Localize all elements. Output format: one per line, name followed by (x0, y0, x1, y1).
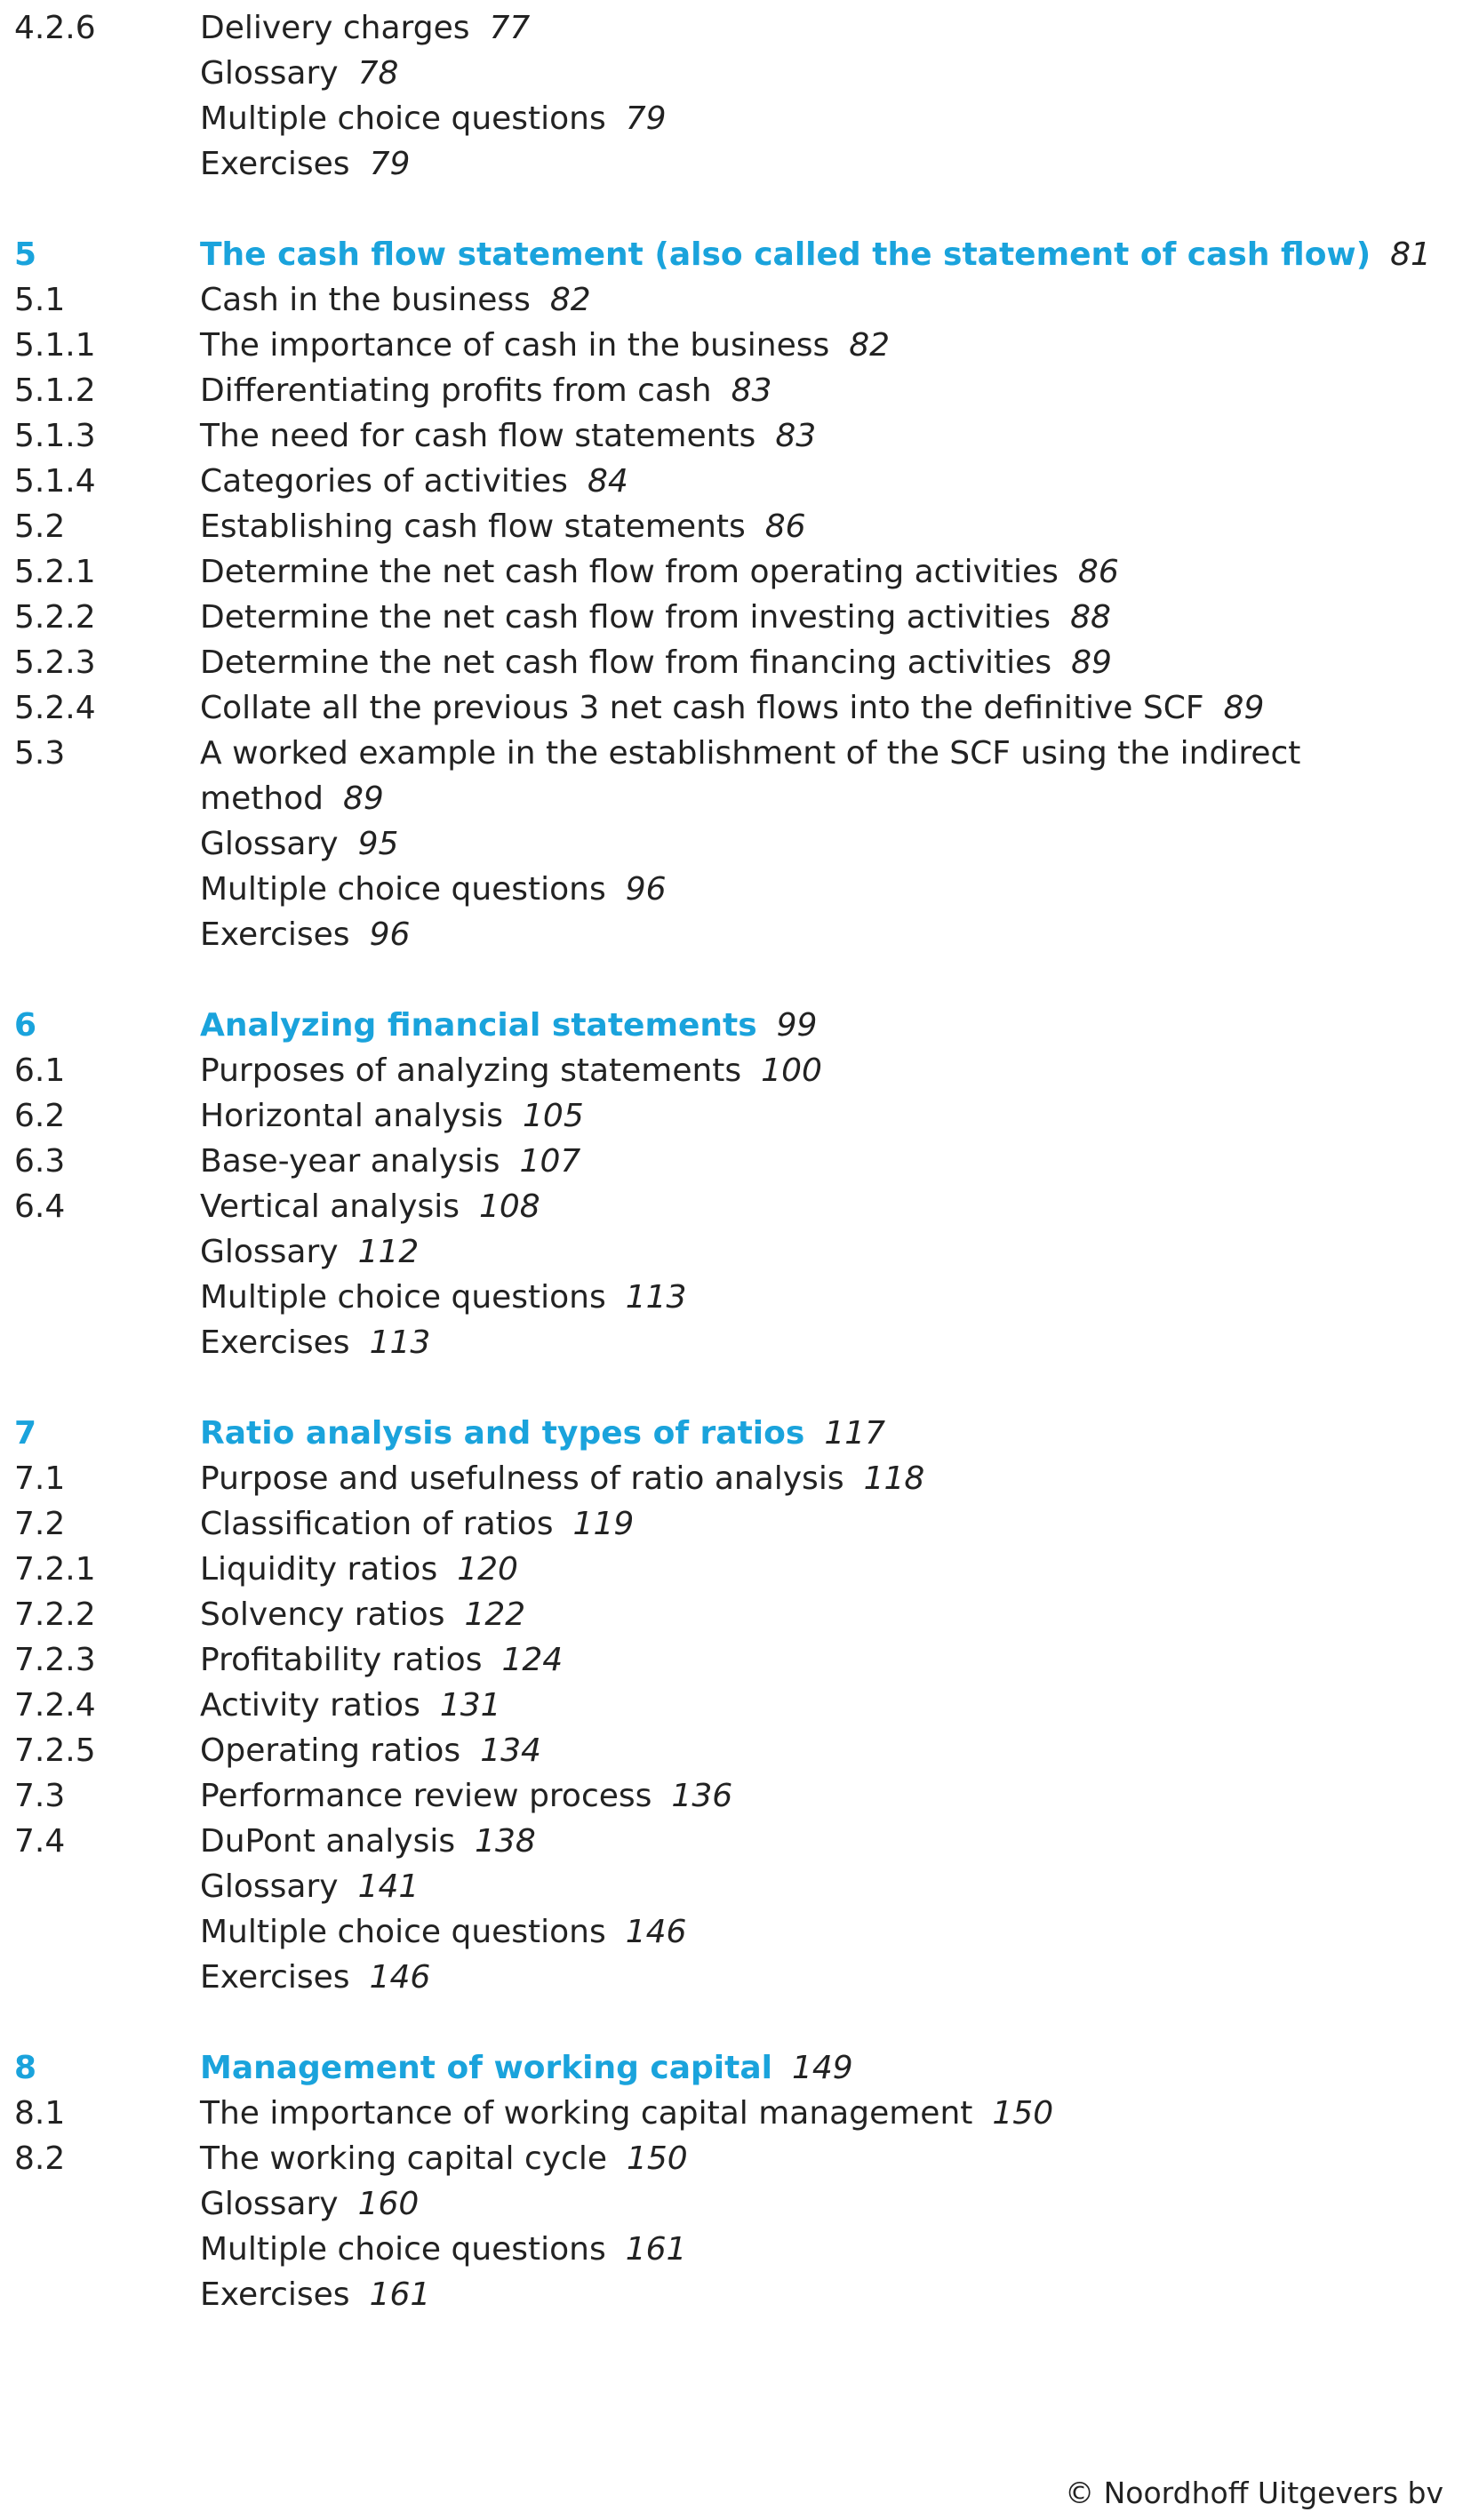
section-title: Categories of activities (200, 463, 568, 500)
toc-entry (200, 731, 1300, 776)
toc-entry-row[interactable] (0, 1275, 1463, 1320)
section-number: 8.1 (14, 2095, 66, 2132)
toc-entry-row[interactable] (0, 776, 1463, 821)
section-number: 5.1.4 (14, 463, 96, 500)
toc-entry-row[interactable] (0, 1547, 1463, 1592)
page-number: 141 (357, 1868, 420, 1905)
page-number: 108 (478, 1188, 540, 1225)
page-number: 105 (523, 1098, 584, 1134)
toc-entry-row[interactable] (0, 2272, 1463, 2317)
section-title: Liquidity ratios (200, 1551, 438, 1588)
toc-entry (200, 1592, 525, 1637)
section-title: Exercises (200, 916, 350, 953)
toc-entry (200, 1320, 430, 1365)
page-number: 149 (792, 2050, 853, 2086)
section-title: Exercises (200, 1324, 350, 1361)
toc-entry-row[interactable] (0, 1456, 1463, 1501)
toc-entry (200, 1547, 518, 1592)
section-number: 7.2.3 (14, 1642, 96, 1678)
toc-entry-row[interactable] (0, 685, 1463, 731)
section-title: Collate all the previous 3 net cash flows into the definitive SCF (200, 690, 1204, 726)
section-number: 7.2.5 (14, 1732, 96, 1769)
page-number: 161 (625, 2231, 687, 2268)
page-number: 150 (627, 2140, 688, 2177)
toc-entry-row[interactable] (0, 1955, 1463, 2000)
section-number: 5.2.1 (14, 554, 96, 590)
toc-entry (200, 368, 771, 413)
toc-entry-row[interactable] (0, 51, 1463, 96)
toc-chapter-row[interactable] (0, 1411, 1463, 1456)
section-number: 7.2.1 (14, 1551, 96, 1588)
section-title: Multiple choice questions (200, 871, 606, 908)
toc-entry-row[interactable] (0, 1184, 1463, 1229)
section-title: Classification of ratios (200, 1506, 554, 1542)
toc-entry-row[interactable] (0, 277, 1463, 323)
section-number: 7.2.2 (14, 1596, 96, 1633)
toc-entry-row[interactable] (0, 640, 1463, 685)
page-number: 131 (439, 1687, 501, 1724)
section-title: Exercises (200, 2276, 350, 2313)
section-title: Establishing cash flow statements (200, 508, 746, 545)
toc-entry (200, 1411, 885, 1456)
toc-entry (200, 277, 591, 323)
section-title: Performance review process (200, 1778, 652, 1814)
section-title: Glossary (200, 826, 339, 862)
toc-entry (200, 1501, 634, 1547)
toc-entry-row[interactable] (0, 1728, 1463, 1773)
page-number: 88 (1070, 599, 1111, 636)
copyright-notice: © Noordhoff Uitgevers bv (1065, 2476, 1443, 2510)
toc-entry (200, 232, 1431, 277)
section-title: Vertical analysis (200, 1188, 460, 1225)
section-number: 5.3 (14, 735, 66, 772)
toc-entry-row[interactable] (0, 96, 1463, 141)
section-title: Glossary (200, 55, 339, 92)
section-title: Glossary (200, 2186, 339, 2222)
section-title: Glossary (200, 1868, 339, 1905)
toc-entry (200, 1683, 501, 1728)
toc-entry (200, 1909, 686, 1955)
section-title: Purpose and usefulness of ratio analysis (200, 1460, 844, 1497)
section-number: 4.2.6 (14, 10, 96, 46)
section-number: 7.2.4 (14, 1687, 96, 1724)
page-number: 117 (824, 1415, 886, 1452)
toc-entry-row[interactable] (0, 1637, 1463, 1683)
section-title: Multiple choice questions (200, 1914, 606, 1950)
chapter-number: 7 (14, 1415, 37, 1452)
toc-entry (200, 685, 1264, 731)
section-number: 6.4 (14, 1188, 66, 1225)
page-number: 134 (480, 1732, 541, 1769)
toc-entry-row[interactable] (0, 1501, 1463, 1547)
toc-entry (200, 504, 806, 549)
toc-entry-row[interactable] (0, 1093, 1463, 1139)
toc-entry-row[interactable] (0, 141, 1463, 187)
section-number: 7.2 (14, 1506, 66, 1542)
section-number: 7.3 (14, 1778, 66, 1814)
toc-chapter-row[interactable] (0, 1003, 1463, 1048)
section-title: Differentiating profits from cash (200, 372, 712, 409)
page-number: 119 (572, 1506, 635, 1542)
toc-entry (200, 549, 1119, 595)
toc-chapter-row[interactable] (0, 2045, 1463, 2091)
chapter-title: Ratio analysis and types of ratios (200, 1415, 805, 1452)
page-number: 84 (587, 463, 628, 500)
page-number: 99 (776, 1007, 818, 1044)
toc-entry (200, 2091, 1053, 2136)
toc-entry (200, 51, 398, 96)
section-title: method (200, 780, 324, 817)
toc-entry (200, 1229, 419, 1275)
page-number: 79 (369, 146, 411, 182)
section-title: Cash in the business (200, 282, 531, 318)
chapter-title: The cash flow statement (also called the statement of cash flow) (200, 236, 1371, 273)
section-title: Multiple choice questions (200, 1279, 606, 1316)
toc-entry (200, 1093, 584, 1139)
page-number: 112 (357, 1234, 420, 1270)
toc-entry (200, 1139, 580, 1184)
page-number: 118 (863, 1460, 925, 1497)
toc-entry (200, 1048, 822, 1093)
toc-entry-row[interactable] (0, 549, 1463, 595)
toc-entry (200, 1003, 817, 1048)
page-number: 150 (992, 2095, 1054, 2132)
chapter-number: 6 (14, 1007, 37, 1044)
toc-entry-row[interactable] (0, 2181, 1463, 2227)
page-number: 107 (519, 1143, 581, 1180)
section-number: 7.4 (14, 1823, 66, 1860)
toc-entry (200, 595, 1111, 640)
page-number: 96 (369, 916, 411, 953)
section-number: 5.1 (14, 282, 66, 318)
toc-entry-row[interactable] (0, 504, 1463, 549)
toc-entry-row[interactable] (0, 912, 1463, 957)
toc-entry (200, 1773, 732, 1819)
toc-entry (200, 2045, 853, 2091)
section-title: Determine the net cash flow from investing activities (200, 599, 1051, 636)
page-number: 113 (625, 1279, 687, 1316)
toc-entry-row[interactable] (0, 5, 1463, 51)
section-title: Operating ratios (200, 1732, 461, 1769)
toc-entry-row[interactable] (0, 1048, 1463, 1093)
page-number: 78 (357, 55, 399, 92)
toc-entry (200, 1728, 541, 1773)
toc-entry-row[interactable] (0, 2136, 1463, 2181)
page-number: 138 (475, 1823, 536, 1860)
toc-entry-row[interactable] (0, 1320, 1463, 1365)
toc-entry-row[interactable] (0, 459, 1463, 504)
toc-entry-row[interactable] (0, 867, 1463, 912)
toc-entry (200, 1637, 563, 1683)
toc-entry-row[interactable] (0, 1139, 1463, 1184)
toc-entry-row[interactable] (0, 1683, 1463, 1728)
chapter-title: Management of working capital (200, 2050, 772, 2086)
section-number: 6.2 (14, 1098, 66, 1134)
section-title: Multiple choice questions (200, 100, 606, 137)
toc-entry (200, 2272, 430, 2317)
page-number: 100 (761, 1052, 822, 1089)
section-number: 5.1.3 (14, 418, 96, 454)
page-number: 161 (369, 2276, 431, 2313)
toc-entry (200, 821, 398, 867)
section-number: 5.1.2 (14, 372, 96, 409)
page-number: 122 (464, 1596, 526, 1633)
toc-chapter-row[interactable] (0, 232, 1463, 277)
page-number: 113 (369, 1324, 431, 1361)
section-number: 5.1.1 (14, 327, 96, 364)
toc-entry (200, 1275, 686, 1320)
toc-entry (200, 776, 384, 821)
section-title: Exercises (200, 1959, 350, 1996)
page-number: 82 (849, 327, 891, 364)
section-title: Glossary (200, 1234, 339, 1270)
toc-entry (200, 2227, 686, 2272)
chapter-title: Analyzing financial statements (200, 1007, 757, 1044)
toc-entry (200, 912, 410, 957)
toc-entry-row[interactable] (0, 1773, 1463, 1819)
toc-entry-row[interactable] (0, 413, 1463, 459)
toc-entry (200, 413, 816, 459)
section-title: Purposes of analyzing statements (200, 1052, 742, 1089)
section-number: 5.2 (14, 508, 66, 545)
toc-entry-row[interactable] (0, 731, 1463, 776)
toc-entry (200, 640, 1112, 685)
page-number: 89 (1071, 644, 1112, 681)
page-number: 82 (549, 282, 591, 318)
page-number: 81 (1390, 236, 1431, 273)
section-title: The importance of cash in the business (200, 327, 830, 364)
section-number: 5.2.2 (14, 599, 96, 636)
section-number: 6.1 (14, 1052, 66, 1089)
section-number: 7.1 (14, 1460, 66, 1497)
toc-entry (200, 5, 530, 51)
section-title: A worked example in the establishment of the SCF using the indirect (200, 735, 1301, 772)
toc-entry (200, 323, 890, 368)
toc-entry-row[interactable] (0, 2227, 1463, 2272)
page-number: 79 (625, 100, 667, 137)
section-number: 5.2.4 (14, 690, 96, 726)
toc-entry-row[interactable] (0, 323, 1463, 368)
toc-entry-row[interactable] (0, 1229, 1463, 1275)
section-title: The need for cash flow statements (200, 418, 756, 454)
section-title: Determine the net cash flow from operating activities (200, 554, 1059, 590)
chapter-number: 5 (14, 236, 37, 273)
toc-entry-row[interactable] (0, 368, 1463, 413)
toc-entry (200, 96, 667, 141)
page-number: 83 (775, 418, 817, 454)
section-number: 8.2 (14, 2140, 66, 2177)
toc-entry-row[interactable] (0, 1592, 1463, 1637)
page-number: 86 (1077, 554, 1119, 590)
section-title: The importance of working capital management (200, 2095, 973, 2132)
toc-entry (200, 1819, 536, 1864)
page-number: 89 (343, 780, 384, 817)
toc-entry-row[interactable] (0, 1819, 1463, 1864)
toc-entry (200, 1456, 924, 1501)
chapter-number: 8 (14, 2050, 37, 2086)
section-title: Multiple choice questions (200, 2231, 606, 2268)
section-title: Profitability ratios (200, 1642, 483, 1678)
section-title: Horizontal analysis (200, 1098, 504, 1134)
section-title: Determine the net cash flow from financing activities (200, 644, 1052, 681)
section-title: Delivery charges (200, 10, 470, 46)
page-number: 124 (501, 1642, 564, 1678)
section-title: Activity ratios (200, 1687, 420, 1724)
section-title: Base-year analysis (200, 1143, 500, 1180)
section-number: 6.3 (14, 1143, 66, 1180)
toc-entry-row[interactable] (0, 595, 1463, 640)
page-number: 160 (357, 2186, 420, 2222)
toc-entry (200, 1864, 419, 1909)
toc-entry (200, 2136, 688, 2181)
section-title: DuPont analysis (200, 1823, 456, 1860)
section-number: 5.2.3 (14, 644, 96, 681)
toc-entry (200, 1955, 430, 2000)
section-title: Solvency ratios (200, 1596, 445, 1633)
toc-entry (200, 141, 410, 187)
page-number: 86 (764, 508, 806, 545)
toc-entry-row[interactable] (0, 1909, 1463, 1955)
toc-entry-row[interactable] (0, 2091, 1463, 2136)
toc-entry (200, 2181, 419, 2227)
page-number: 146 (369, 1959, 431, 1996)
page-number: 95 (357, 826, 399, 862)
section-title: The working capital cycle (200, 2140, 607, 2177)
toc-entry (200, 867, 667, 912)
section-title: Exercises (200, 146, 350, 182)
toc-entry (200, 459, 628, 504)
page-number: 146 (625, 1914, 687, 1950)
toc-entry-row[interactable] (0, 1864, 1463, 1909)
page-number: 83 (731, 372, 772, 409)
page-number: 96 (625, 871, 667, 908)
page-number: 120 (457, 1551, 518, 1588)
toc-entry-row[interactable] (0, 821, 1463, 867)
page-number: 136 (671, 1778, 733, 1814)
page-number: 89 (1223, 690, 1265, 726)
toc-entry (200, 1184, 540, 1229)
page-number: 77 (489, 10, 531, 46)
